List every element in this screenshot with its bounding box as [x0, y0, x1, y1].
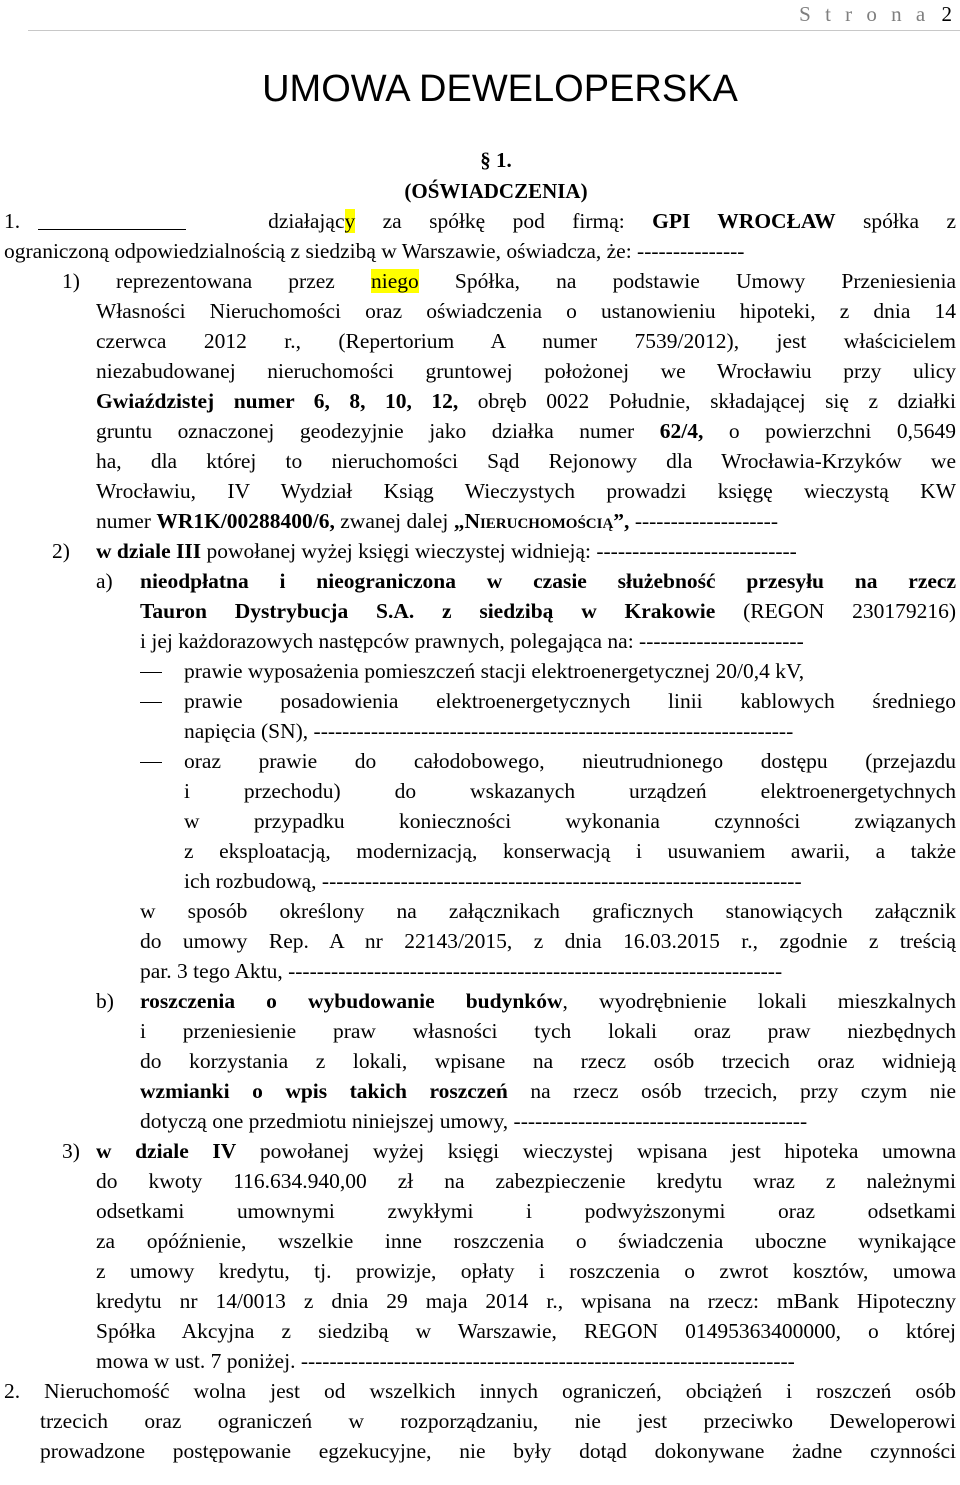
list-number: 3) — [62, 1139, 80, 1163]
bullet-dash — [140, 702, 162, 703]
text-line: ograniczoną odpowiedzialnością z siedzibą w Warszawie, oświadcza, że: --------------- — [4, 239, 745, 263]
text-line: czerwca 2012 r., (Repertorium A numer 7539/2012), jest właścicielem — [96, 329, 956, 353]
text-line: odsetkami umownymi zwykłymi i podwyższonymi oraz odsetkami — [96, 1199, 956, 1223]
text-line: działający za spółkę pod firmą: GPI WROCŁAW spółka z — [34, 206, 956, 236]
text-line: 1) reprezentowana przez niego Spółka, na podstawie Umowy Przeniesienia — [62, 269, 956, 293]
text-line: z umowy kredytu, tj. prowizje, opłaty i roszczenia o zwrot kosztów, umowa — [96, 1259, 956, 1283]
bullet-dash — [140, 672, 162, 673]
text-line: prawie wyposażenia pomieszczeń stacji elektroenergetycznej 20/0,4 kV, — [184, 659, 805, 683]
text-line: prawie posadowienia elektroenergetycznych linii kablowych średniego — [184, 689, 956, 713]
header-divider — [28, 30, 960, 31]
text-line: 2. Nieruchomość wolna jest od wszelkich innych ograniczeń, obciążeń i roszczeń osób — [4, 1379, 956, 1403]
text-line: w sposób określony na załącznikach graficznych stanowiących załącznik — [140, 899, 956, 923]
list-letter: b) — [96, 989, 114, 1013]
list-number: 1. — [4, 209, 21, 233]
text-line: do umowy Rep. A nr 22143/2015, z dnia 16.03.2015 r., zgodnie z treścią — [140, 929, 956, 953]
text-line: i jej każdorazowych następców prawnych, polegająca na: ----------------------- — [140, 629, 804, 653]
text-line: do korzystania z lokali, wpisane na rzecz osób trzecich oraz widnieją — [140, 1049, 956, 1073]
text-line: Gwiaździstej numer 6, 8, 10, 12, obręb 0022 Południe, składającej się z działki — [96, 389, 956, 413]
document-title: UMOWA DEWELOPERSKA — [262, 68, 738, 110]
text-line: w dziale III powołanej wyżej księgi wieczystej widnieją: ---------------------------- — [96, 539, 797, 563]
text-line: do kwoty 116.634.940,00 zł na zabezpieczenie kredytu wraz z należnymi — [96, 1169, 956, 1193]
page-label: S t r o n a — [799, 2, 930, 26]
text-line: kredytu nr 14/0013 z dnia 29 maja 2014 r., wpisana na rzecz: mBank Hipoteczny — [96, 1289, 956, 1313]
text-line: ich rozbudową, ------------------------------------------------------------------- — [184, 869, 802, 893]
text-line: dotyczą one przedmiotu niniejszej umowy, ----------------------------------------- — [140, 1109, 808, 1133]
text-line: napięcia (SN), ------------------------------------------------------------------- — [184, 719, 794, 743]
section-heading: (OŚWIADCZENIA) — [404, 179, 588, 203]
list-letter: a) — [96, 569, 113, 593]
text-line: ha, dla której to nieruchomości Sąd Rejonowy dla Wrocławia-Krzyków we — [96, 449, 956, 473]
text-line: oraz prawie do całodobowego, nieutrudnionego dostępu (przejazdu — [184, 749, 956, 773]
text-line: z eksploatacją, modernizacją, konserwacją i usuwaniem awarii, a także — [184, 839, 956, 863]
text-line: Spółka Akcyjna z siedzibą w Warszawie, REGON 01495363400000, o której — [96, 1319, 956, 1343]
text-line: trzecich oraz ograniczeń w rozporządzaniu, nie jest przeciwko Deweloperowi — [40, 1409, 956, 1433]
text-line: i przechodu) do wskazanych urządzeń elektroenergetychnych — [184, 779, 956, 803]
highlight: y — [344, 209, 356, 233]
text-line: prowadzone postępowanie egzekucyjne, nie były dotąd dokonywane żadne czynności — [40, 1439, 956, 1463]
page-header — [799, 2, 952, 27]
text-line: wzmianki o wpis takich roszczeń na rzecz osób trzecich, przy czym nie — [140, 1079, 956, 1103]
text-line: Własności Nieruchomości oraz oświadczenia o ustanowieniu hipoteki, z dnia 14 — [96, 299, 956, 323]
text-line: mowa w ust. 7 poniżej. --------------------------------------------------------------------- — [96, 1349, 795, 1373]
section-number: § 1. — [480, 148, 512, 172]
text-line: za opóźnienie, wszelkie inne roszczenia o świadczenia uboczne wynikające — [96, 1229, 956, 1253]
text-line: w dziale IV powołanej wyżej księgi wieczystej wpisana jest hipoteka umowna — [96, 1139, 956, 1163]
page-number: 2 — [941, 2, 952, 26]
bullet-dash — [140, 762, 162, 763]
text-line: numer WR1K/00288400/6, zwanej dalej „Nieruchomością”, -------------------- — [96, 509, 779, 533]
text-line: roszczenia o wybudowanie budynków, wyodrębnienie lokali mieszkalnych — [140, 989, 956, 1013]
text-line: gruntu oznaczonej geodezyjnie jako działka numer 62/4, o powierzchni 0,5649 — [96, 419, 956, 443]
text-line: i przeniesienie praw własności tych lokali oraz praw niezbędnych — [140, 1019, 956, 1043]
text-line: par. 3 tego Aktu, --------------------------------------------------------------------- — [140, 959, 783, 983]
text-line: nieodpłatna i nieograniczona w czasie służebność przesyłu na rzecz — [140, 569, 956, 593]
list-number: 2) — [52, 539, 70, 563]
blank-field — [38, 207, 186, 230]
highlight: niego — [370, 269, 419, 293]
text-line: Wrocławiu, IV Wydział Ksiąg Wieczystych prowadzi księgę wieczystą KW — [96, 479, 956, 503]
text-line: niezabudowanej nieruchomości gruntowej położonej we Wrocławiu przy ulicy — [96, 359, 956, 383]
text-line: Tauron Dystrybucja S.A. z siedzibą w Krakowie (REGON 230179216) — [140, 599, 956, 623]
text-line: w przypadku konieczności wykonania czynności związanych — [184, 809, 956, 833]
